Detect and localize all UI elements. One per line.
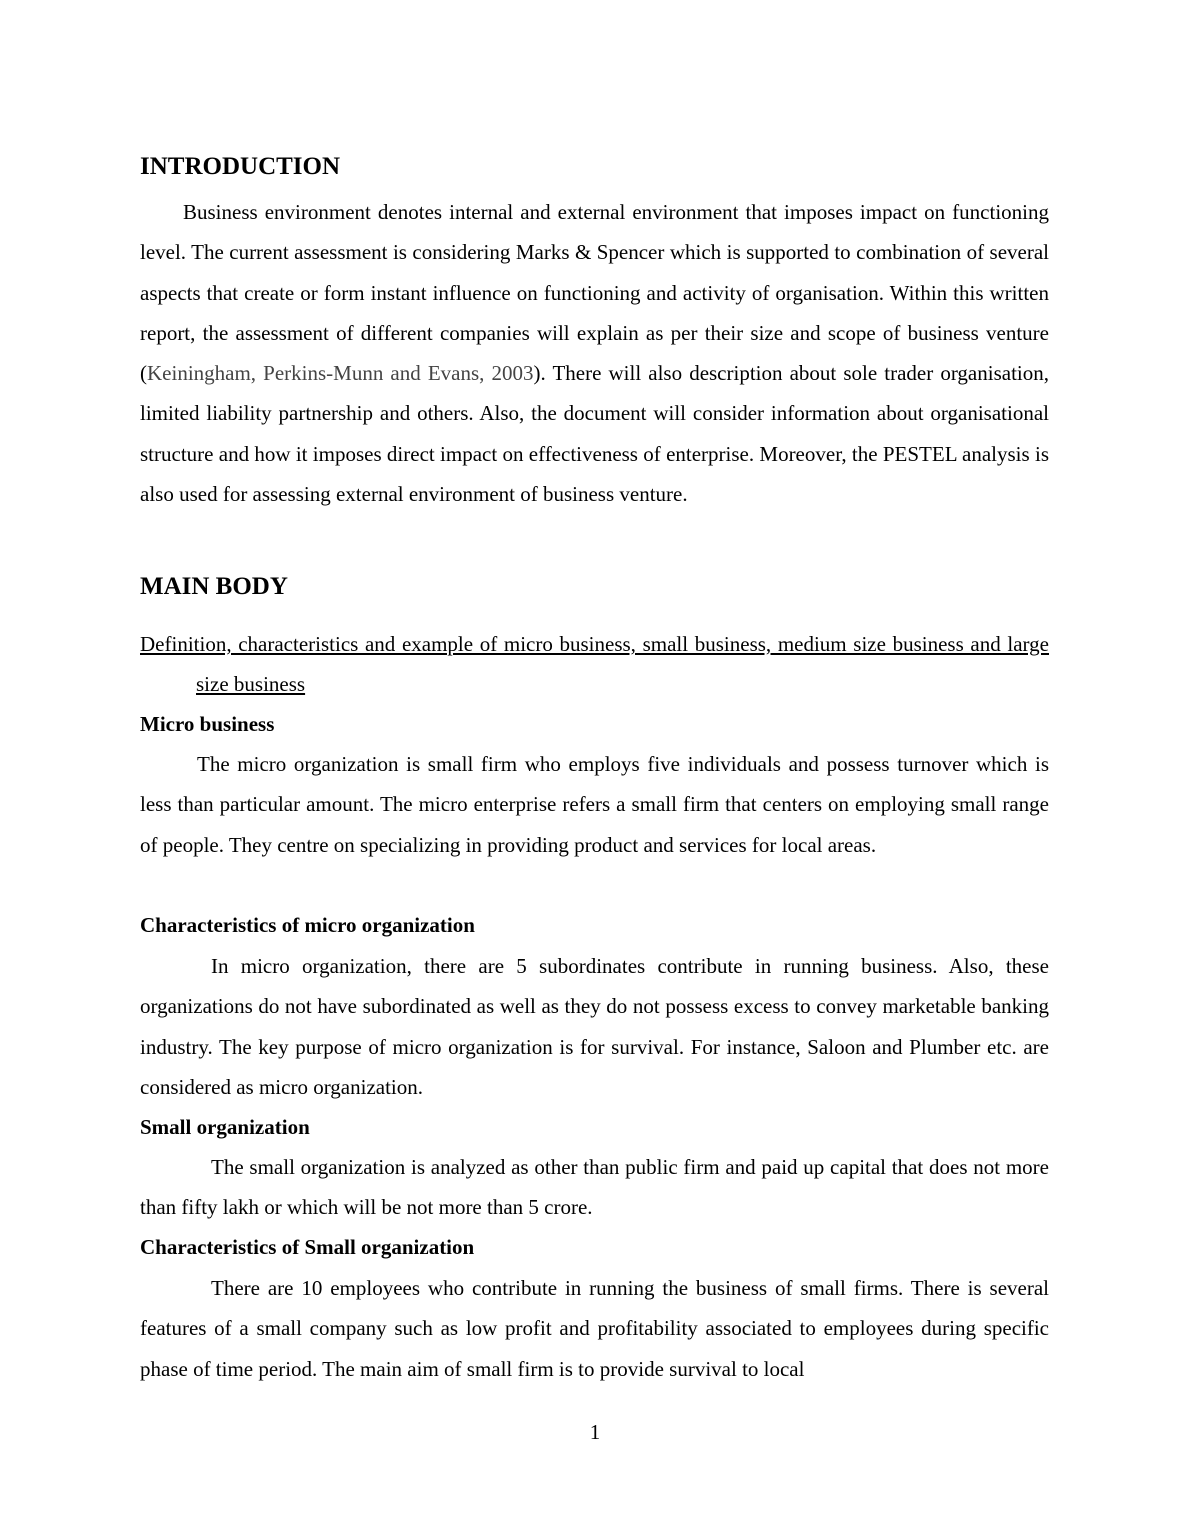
introduction-paragraph xyxy=(140,192,1049,514)
micro-characteristics-heading: Characteristics of micro organization xyxy=(140,913,475,937)
small-organization-heading: Small organization xyxy=(140,1115,310,1139)
introduction-citation: Keiningham, Perkins-Munn and Evans, 2003 xyxy=(147,361,534,386)
small-characteristics-heading: Characteristics of Small organization xyxy=(140,1235,475,1259)
main-body-heading: MAIN BODY xyxy=(140,573,288,600)
introduction-heading: INTRODUCTION xyxy=(140,153,341,180)
page-number: 1 xyxy=(589,1420,601,1444)
small-organization-paragraph: The small organization is analyzed as other than public firm and paid up capital that does not more than fifty lakh or which will be not more than 5 crore. xyxy=(140,1155,1049,1220)
introduction-text-before-citation: Business environment denotes internal and external environment that imposes impact on functioning level. The current assessment is considering Marks & Spencer which is supported to combination of several aspects that create or form instant influence on functioning and activity of organisation. Within this written report, the assessment of different companies will explain as per their size and scope of business venture ( xyxy=(140,200,1049,386)
micro-characteristics-paragraph: In micro organization, there are 5 subordinates contribute in running business. Also, these organizations do not have subordinated as well as they do not possess excess to convey marketable banking industry. The key purpose of micro organization is for survival. For instance, Saloon and Plumber etc. are considered as micro organization. xyxy=(140,954,1049,1099)
micro-business-paragraph: The micro organization is small firm who employs five individuals and possess turnover which is less than particular amount. The micro enterprise refers a small firm that centers on employing small range of people. They centre on specializing in providing product and services for local areas. xyxy=(140,752,1049,857)
main-body-subheading: Definition, characteristics and example of micro business, small business, medium size business and large size business xyxy=(140,632,1049,697)
small-characteristics-paragraph: There are 10 employees who contribute in running the business of small firms. There is several features of a small company such as low profit and profitability associated to employees during specific phase of time period. The main aim of small firm is to provide survival to local xyxy=(140,1276,1049,1381)
introduction-text-after-citation: ). There will also description about sole trader organisation, limited liability partnership and others. Also, the document will consider information about organisational structure and how it imposes direct impact on effectiveness of enterprise. Moreover, the PESTEL analysis is also used for assessing external environment of business venture. xyxy=(140,361,1049,507)
micro-business-heading: Micro business xyxy=(140,712,275,736)
